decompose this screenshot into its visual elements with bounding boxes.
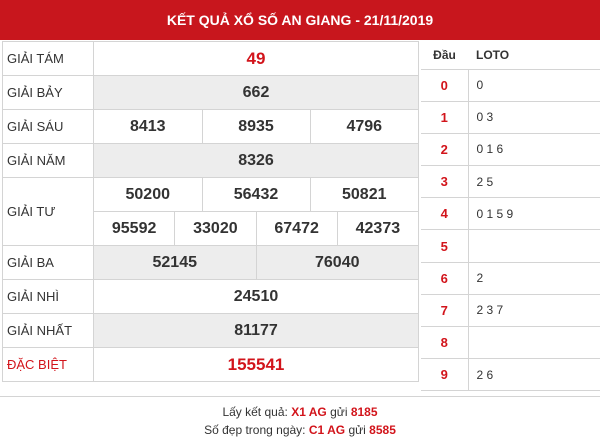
prize-row-special [3,348,419,382]
loto-tail: 2 [468,262,600,294]
loto-row [421,262,600,294]
prize-value: 52145 [94,246,257,280]
prize-value: 662 [94,76,419,110]
prize-row-g3 [3,246,419,280]
loto-tail: 0 [468,69,600,101]
sms-number: 8185 [350,405,378,419]
loto-row [421,294,600,326]
loto-tail: 0 1 6 [468,133,600,165]
prize-value-special: 155541 [94,348,419,382]
prize-value: 76040 [256,246,419,280]
loto-row [421,166,600,198]
prize-row-g2 [3,280,419,314]
prize-value: 8935 [202,110,310,143]
loto-tail: 2 5 [468,166,600,198]
prize-value: 8326 [94,144,419,178]
loto-row [421,69,600,101]
prize-row-g4a [3,178,419,212]
loto-header-row [421,41,600,69]
prize-value: 50821 [342,185,387,203]
footer-text: gửi [348,423,366,437]
prize-label: GIẢI BA [3,246,94,280]
loto-head: 6 [421,262,468,294]
loto-row [421,327,600,359]
loto-head: 5 [421,230,468,262]
footer [0,396,600,445]
prize-label: GIẢI TƯ [3,178,94,246]
prize-value: 8413 [94,110,202,143]
loto-tail: 0 3 [468,101,600,133]
footer-line-lucky [0,421,600,439]
prize-value: 4796 [346,117,383,135]
loto-tail: 2 3 7 [468,294,600,326]
loto-head: 8 [421,327,468,359]
loto-row [421,230,600,262]
prize-label: GIẢI TÁM [3,42,94,76]
prize-value: 49 [94,42,419,76]
loto-head: 2 [421,133,468,165]
prize-label: GIẢI NHẤT [3,314,94,348]
loto-table [421,41,600,391]
loto-row [421,101,600,133]
loto-tail [468,327,600,359]
loto-head: 7 [421,294,468,326]
loto-head: 9 [421,359,468,391]
prize-value: 50200 [94,178,202,211]
loto-tail-label: LOTO [468,41,600,69]
loto-row [421,359,600,391]
prize-value: 33020 [175,212,256,246]
loto-head-label: Đầu [421,41,468,69]
prize-row-g5 [3,144,419,178]
footer-text: Lấy kết quả: [222,405,288,419]
prize-row-g7 [3,76,419,110]
prize-value: 24510 [94,280,419,314]
prize-label: GIẢI NĂM [3,144,94,178]
loto-row [421,198,600,230]
prize-value: 56432 [202,178,310,211]
loto-head: 1 [421,101,468,133]
sms-code: X1 AG [291,405,327,419]
prize-label: GIẢI BẢY [3,76,94,110]
prize-value: 67472 [256,212,337,246]
results-table [2,41,419,382]
prize-label: GIẢI NHÌ [3,280,94,314]
loto-tail [468,230,600,262]
loto-head: 4 [421,198,468,230]
prize-value: 81177 [94,314,419,348]
loto-tail: 0 1 5 9 [468,198,600,230]
footer-text: Số đẹp trong ngày: [204,423,306,437]
sms-code: C1 AG [308,423,346,437]
prize-row-g1 [3,314,419,348]
prize-row-g8 [3,42,419,76]
loto-head: 3 [421,166,468,198]
loto-tail: 2 6 [468,359,600,391]
prize-value: 42373 [337,212,418,246]
loto-row [421,133,600,165]
prize-row-g6 [3,110,419,144]
prize-label-special: ĐẶC BIỆT [3,348,94,382]
prize-label: GIẢI SÁU [3,110,94,144]
page-title: KẾT QUẢ XỔ SỐ AN GIANG - 21/11/2019 [166,12,434,28]
footer-line-results [0,403,600,421]
loto-head: 0 [421,69,468,101]
prize-value: 95592 [94,212,175,246]
sms-number: 8585 [369,423,396,437]
page-header [0,0,600,40]
footer-text: gửi [330,405,348,419]
